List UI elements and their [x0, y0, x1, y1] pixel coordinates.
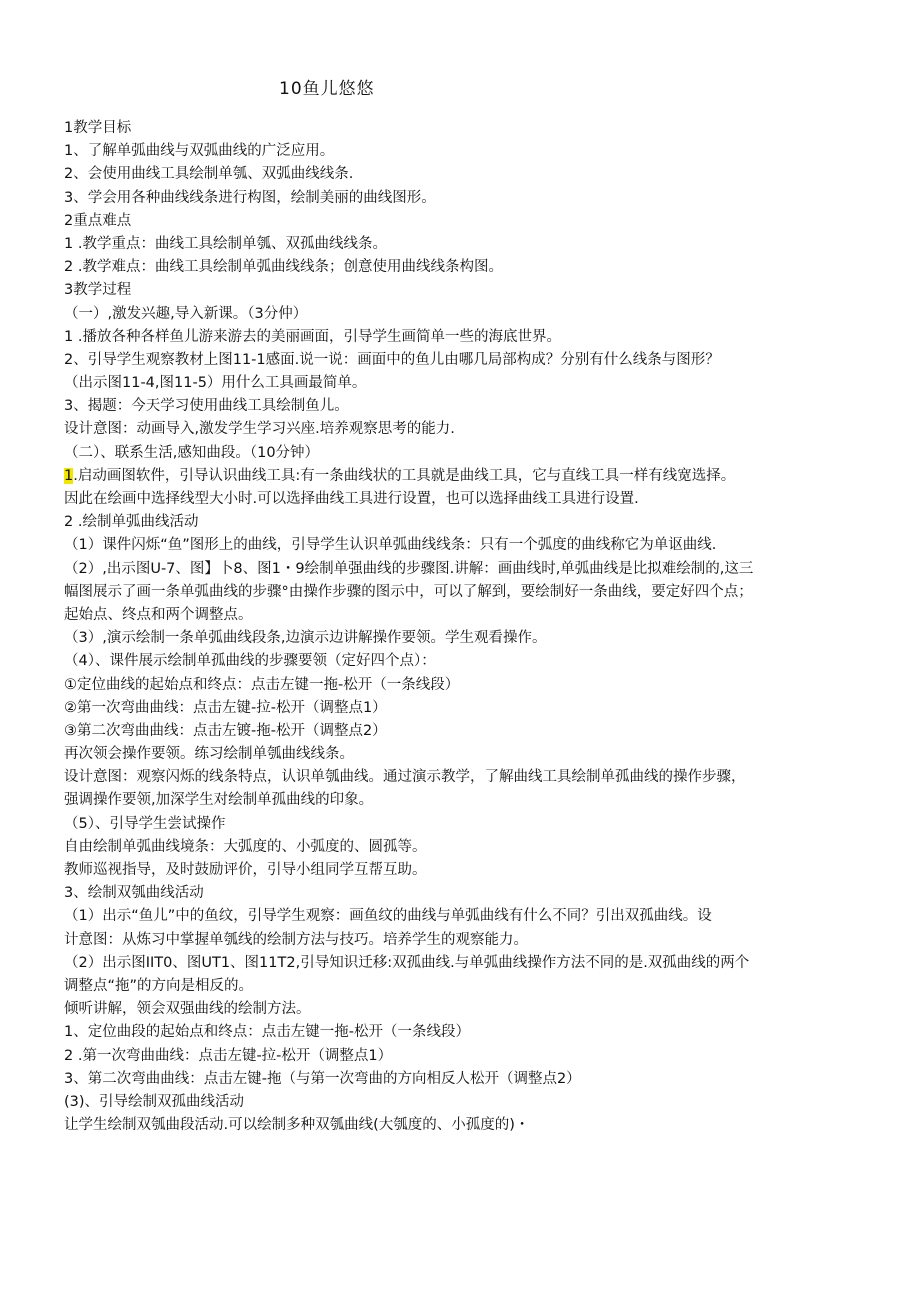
text-line: （2）出示图IIT0、图UT1、图11T2,引导知识迁移:双孤曲线.与单弧曲线操作方法不同的是.双孤曲线的两个	[64, 954, 750, 971]
text-line: 让学生绘制双瓠曲段活动.可以绘制多种双瓠曲线(大瓠度的、小孤度的)・	[64, 1117, 530, 1134]
text-line: 因此在绘画中选择线型大小时.可以选择曲线工具进行设置，也可以选择曲线工具进行设置.	[64, 491, 639, 507]
highlighted-text-line	[64, 465, 864, 488]
text-line: 3教学过程	[64, 282, 132, 299]
text-line: ①定位曲线的起始点和终点：点击左键一拖-松开（一条线段）	[64, 676, 460, 693]
text-line: 再次领会操作要领。练习绘制单瓠曲线线条。	[64, 746, 354, 763]
text-line: ②第一次弯曲曲线：点击左键-拉-松开（调整点1）	[64, 699, 387, 716]
text-line: 3、绘制双瓠曲线活动	[64, 885, 204, 902]
text-line: 2、会使用曲线工具绘制单瓠、双弧曲线线条.	[64, 166, 354, 183]
text-line: （二）、联系生活,感知曲段。（10分钟）	[64, 444, 320, 461]
text-line: ③第二次弯曲曲线：点击左镀-拖-松开（调整点2）	[64, 722, 387, 739]
document-body	[64, 117, 864, 1137]
document-title: 10鱼儿悠悠	[279, 79, 375, 99]
text-line: 强调操作要领,加深学生对绘制单孤曲线的印象。	[64, 792, 374, 809]
text-line: 3、学会用各种曲线线条进行构图，绘制美丽的曲线图形。	[64, 189, 436, 206]
text-line: 1 .播放各种各样鱼儿游来游去的美丽画面，引导学生画简单一些的海底世界。	[64, 328, 561, 345]
highlight-marker: 1	[64, 467, 74, 484]
text-line: 设计意图：观察闪烁的线条特点，认识单瓠曲线。通过演示教学，了解曲线工具绘制单孤曲线的操作步骤，	[64, 769, 746, 786]
text-line: 1、了解单弧曲线与双弧曲线的广泛应用。	[64, 143, 335, 160]
text-line: （出示图11-4,图11-5）用什么工具画最简单。	[64, 375, 367, 392]
text-line: 2重点难点	[64, 212, 132, 229]
text-line: （3）,演示绘制一条单弧曲线段条,边演示边讲解操作要领。学生观看操作。	[64, 630, 547, 647]
text-line: 调整点“拖”的方向是相反的。	[64, 977, 254, 994]
highlighted-line-text: .启动画图软件，引导认识曲线工具:有一条曲线状的工具就是曲线工具，它与直线工具一样有线宽选择。	[73, 467, 736, 484]
text-line: 自由绘制单弧曲线境条：大弧度的、小弧度的、圆孤等。	[64, 838, 427, 855]
text-line: （5）、引导学生尝试操作	[64, 815, 226, 832]
text-line: 1、定位曲段的起始点和终点：点击左键一拖-松开（一条线段）	[64, 1024, 470, 1041]
text-line: 设计意图：动画导入,激发学生学习兴座.培养观察思考的能力.	[64, 421, 455, 438]
text-line: （4）、课件展示绘制单孤曲线的步骤要领（定好四个点）：	[64, 653, 436, 670]
text-line: 教师巡视指导，及时鼓励评价，引导小组同学互帮互助。	[64, 862, 427, 878]
text-line: 幅图展示了画一条单弧曲线的步骤°由操作步骤的图示中，可以了解到，要绘制好一条曲线，要定好四个点；	[64, 583, 753, 600]
text-line: （一）,激发兴趣,导入新课。（3分仲）	[64, 305, 308, 322]
text-line: 2 .绘制单弧曲线活动	[64, 514, 199, 531]
text-line: 1 .教学重点：曲线工具绘制单瓠、双孤曲线线条。	[64, 235, 387, 252]
text-line: 3、第二次弯曲曲线：点击左键-拖（与第一次弯曲的方向相反人松开（调整点2）	[64, 1070, 581, 1087]
text-line: 3、揭题：今天学习使用曲线工具绘制鱼儿。	[64, 398, 349, 415]
text-line: 倾听讲解，领会双强曲线的绘制方法。	[64, 1001, 311, 1018]
text-line: (3)、引导绘制双孤曲线活动	[64, 1093, 245, 1110]
text-line: 1教学目标	[64, 120, 132, 136]
text-line: 计意图：从炼习中掌握单瓠线的绘制方法与技巧。培养学生的观察能力。	[64, 931, 528, 948]
text-line: 2 .教学难点：曲线工具绘制单弧曲线线条；创意使用曲线线条构图。	[64, 259, 503, 276]
text-line: 2 .第一次弯曲曲线：点击左键-拉-松开（调整点1）	[64, 1047, 393, 1064]
text-line: （1）课件闪烁“鱼”图形上的曲线，引导学生认识单弧曲线线条：只有一个弧度的曲线称它为单讴曲线.	[64, 537, 717, 554]
text-line: 起始点、终点和两个调整点。	[64, 606, 253, 623]
text-line: （1）出示“鱼儿”中的鱼纹，引导学生观察：画鱼纹的曲线与单弧曲线有什么不同？引出双孤曲线。设	[64, 908, 712, 925]
text-line: （2）,出示图U-7、图】卜8、图1・9绘制单强曲线的步骤图.讲解：画曲线时,单弧曲线是比拟难绘制的,这三	[64, 560, 754, 577]
text-line: 2、引导学生观察教材上图11-1感面.说一说：画面中的鱼儿由哪几局部构成？分别有什么线条与图形？	[64, 351, 720, 368]
